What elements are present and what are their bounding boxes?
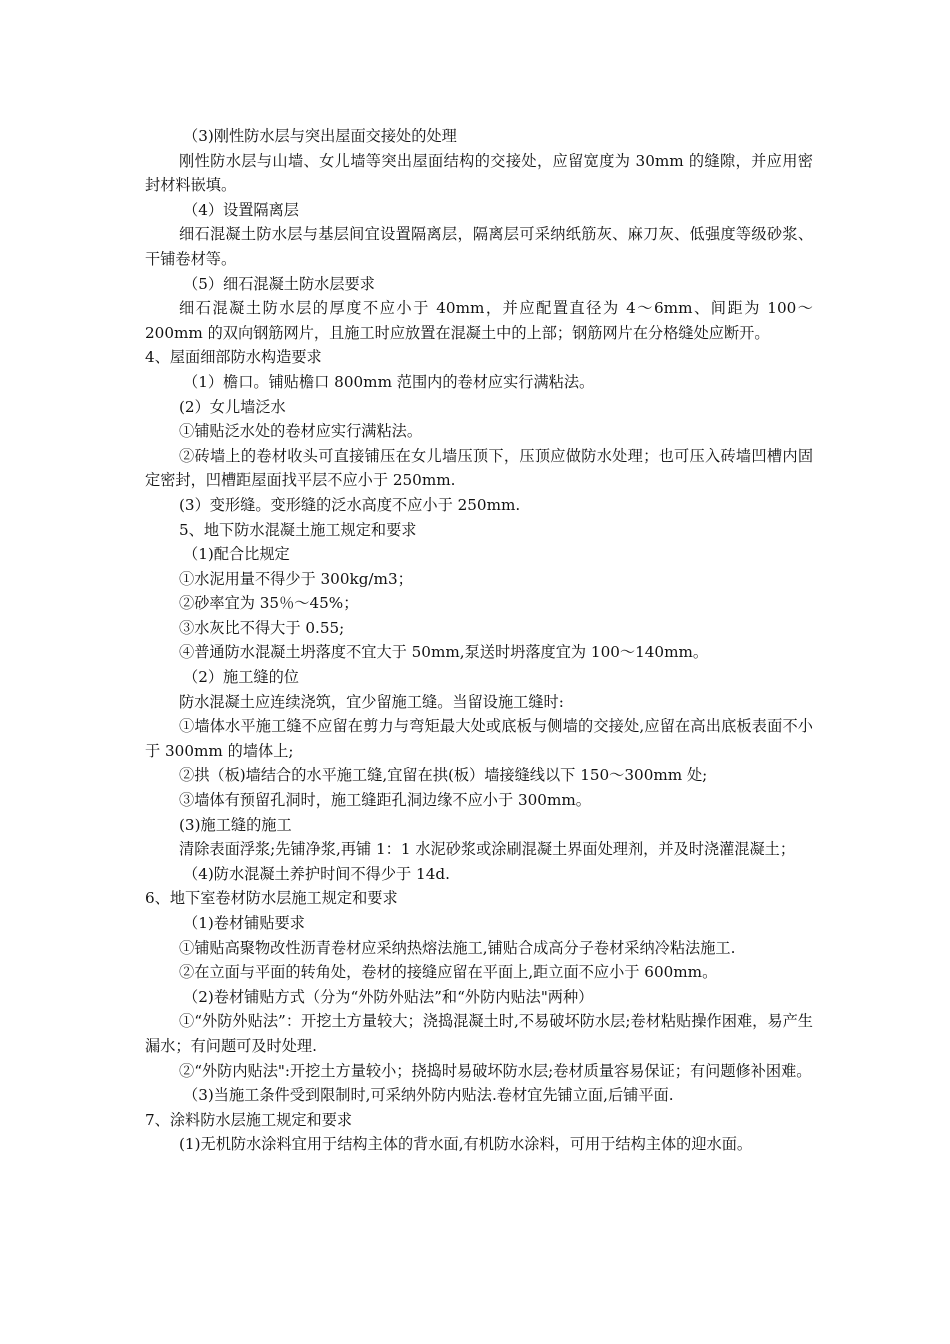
paragraph-line: ③墙体有预留孔洞时，施工缝距孔洞边缘不应小于 300mm。 — [179, 791, 591, 810]
paragraph-line: （2)卷材铺贴方式（分为“外防外贴法”和“外防内贴法"两种） — [183, 987, 594, 1006]
paragraph-line: 7、涂料防水层施工规定和要求 — [145, 1110, 353, 1129]
paragraph-line: (1)无机防水涂料宜用于结构主体的背水面,有机防水涂料，可用于结构主体的迎水面。 — [179, 1135, 753, 1154]
paragraph-line: （1)卷材铺贴要求 — [183, 914, 305, 932]
paragraph-line: （1）檐口。铺贴檐口 800mm 范围内的卷材应实行满粘法。 — [183, 372, 595, 391]
paragraph-line: 细石混凝土防水层的厚度不应小于 40mm，并应配置直径为 4～6mm、间距为 100～200mm 的双向钢筋网片，且施工时应放置在混凝土中的上部；钢筋网片在分格缝处应断开。 — [145, 299, 813, 342]
paragraph-line: ①铺贴泛水处的卷材应实行满粘法。 — [179, 422, 422, 441]
paragraph-line: （2）施工缝的位 — [183, 668, 299, 687]
paragraph-line: ①水泥用量不得少于 300kg/m3； — [179, 569, 413, 588]
paragraph-line: 防水混凝土应连续浇筑，宜少留施工缝。当留设施工缝时: — [179, 692, 564, 711]
paragraph-line: (3)施工缝的施工 — [179, 815, 292, 834]
paragraph-line: (2）女儿墙泛水 — [179, 397, 286, 416]
paragraph-line: ③水灰比不得大于 0.55; — [179, 618, 345, 637]
paragraph-line: (3）变形缝。变形缝的泛水高度不应小于 250mm. — [179, 495, 521, 514]
paragraph-line: ①铺贴高聚物改性沥青卷材应采纳热熔法施工,铺贴合成高分子卷材采纳冷粘法施工. — [179, 938, 736, 957]
paragraph-line: （5）细石混凝土防水层要求 — [183, 274, 375, 293]
paragraph-line: ②砂率宜为 35％～45%； — [179, 594, 359, 613]
paragraph-line: 6、地下室卷材防水层施工规定和要求 — [145, 889, 398, 908]
paragraph-line: （3)刚性防水层与突出屋面交接处的处理 — [183, 127, 457, 145]
paragraph-line: ④普通防水混凝土坍落度不宜大于 50mm,泵送时坍落度宜为 100～140mm。 — [179, 643, 709, 662]
paragraph-line: （3)当施工条件受到限制时,可采纳外防内贴法.卷材宜先铺立面,后铺平面. — [183, 1086, 674, 1105]
paragraph-line: 4、屋面细部防水构造要求 — [145, 348, 322, 367]
paragraph-line: （4)防水混凝土养护时间不得少于 14d. — [183, 864, 450, 883]
paragraph-line: 5、地下防水混凝土施工规定和要求 — [179, 520, 417, 539]
paragraph-line: ②砖墙上的卷材收头可直接铺压在女儿墙压顶下，压顶应做防水处理；也可压入砖墙凹槽内固定密封，凹槽距屋面找平层不应小于 250mm. — [145, 446, 813, 490]
document-body — [145, 124, 813, 1157]
paragraph-line: 刚性防水层与山墙、女儿墙等突出屋面结构的交接处，应留宽度为 30mm 的缝隙，并应用密封材料嵌填。 — [145, 151, 813, 195]
paragraph-line: 细石混凝土防水层与基层间宜设置隔离层，隔离层可采纳纸筋灰、麻刀灰、低强度等级砂浆、干铺卷材等。 — [145, 225, 813, 268]
paragraph-line: ①墙体水平施工缝不应留在剪力与弯矩最大处或底板与侧墙的交接处,应留在高出底板表面不小于 300mm 的墙体上; — [145, 717, 813, 760]
paragraph-line: （1)配合比规定 — [183, 545, 290, 564]
paragraph-line: ②在立面与平面的转角处，卷材的接缝应留在平面上,距立面不应小于 600mm。 — [179, 963, 718, 982]
paragraph-line: （4）设置隔离层 — [183, 200, 299, 219]
paragraph-line: ②拱（板)墙结合的水平施工缝,宜留在拱(板）墙接缝线以下 150～300mm 处; — [179, 766, 708, 785]
paragraph-line: ①“外防外贴法”：开挖土方量较大；浇捣混凝土时,不易破坏防水层;卷材粘贴操作困难，易产生漏水；有问题可及时处理. — [145, 1012, 813, 1055]
paragraph-line: ②“外防内贴法":开挖土方量较小；挠捣时易破坏防水层;卷材质量容易保证；有问题修补困难。 — [179, 1061, 812, 1080]
paragraph-line: 清除表面浮浆;先铺净浆,再铺 1：1 水泥砂浆或涂刷混凝土界面处理剂，并及时浇灌混凝土； — [179, 840, 796, 859]
